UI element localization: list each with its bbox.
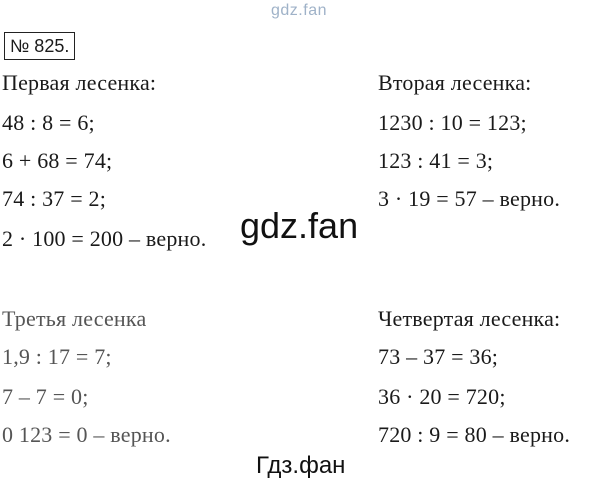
ladder3-title: Третья лесенка [2,306,147,331]
watermark-bottom: Гдз.фан [256,452,346,479]
ladder1-title: Первая лесенка: [2,70,157,95]
watermark-middle: gdz.fan [240,205,359,246]
ladder4-line-2: 36 · 20 = 720; [378,384,506,409]
ladder1-line-1: 48 : 8 = 6; [2,110,95,135]
ladder4-line-1: 73 – 37 = 36; [378,344,499,369]
ladder4-line-3: 720 : 9 = 80 – верно. [378,422,571,447]
ladder2-line-2: 123 : 41 = 3; [378,148,494,173]
ladder2-line-3: 3 · 19 = 57 – верно. [378,186,561,211]
ladder2-line-1: 1230 : 10 = 123; [378,110,527,135]
ladder1-line-2: 6 + 68 = 74; [2,148,113,173]
watermark-top: gdz.fan [271,2,327,19]
ladder3-line-3: 0 123 = 0 – верно. [2,422,171,447]
problem-number: № 825. [4,32,75,60]
ladder3-line-1: 1,9 : 17 = 7; [2,344,112,369]
ladder1-line-3: 74 : 37 = 2; [2,186,107,211]
ladder1-line-4: 2 · 100 = 200 – верно. [2,226,207,251]
ladder2-title: Вторая лесенка: [378,70,532,95]
ladder4-title: Четвертая лесенка: [378,306,561,331]
ladder3-line-2: 7 – 7 = 0; [2,384,89,409]
